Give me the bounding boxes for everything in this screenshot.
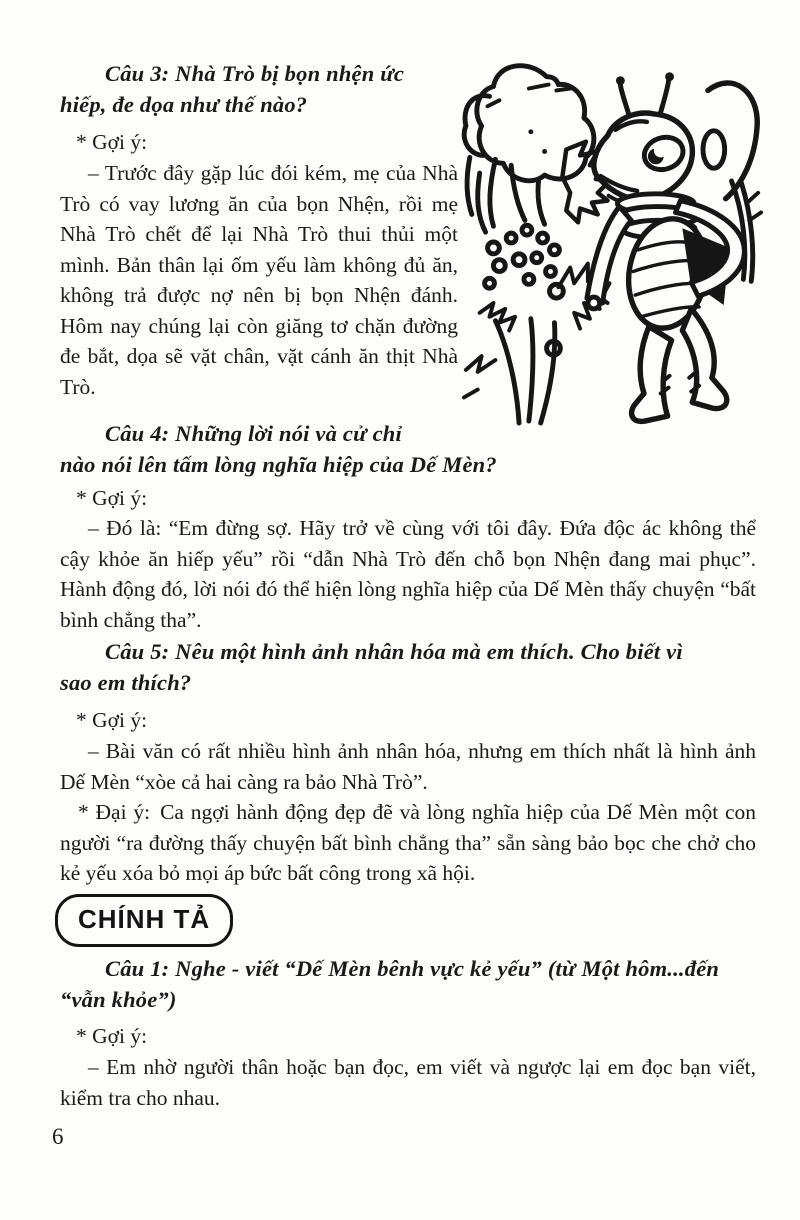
chinh-ta-question-1-hint-label: * Gợi ý: [76, 1024, 148, 1048]
summary-label: * Đại ý: [78, 800, 151, 824]
question-5-hint-label: * Gợi ý: [76, 708, 148, 732]
question-4-body: – Đó là: “Em đừng sợ. Hãy trở về cùng với tôi đây. Đứa độc ác không thể cậy khỏe ăn hiếp yếu” rồi “dẫn Nhà Trò đến chỗ bọn Nhện đang mai phục”. Hành động đó, lời nói đó thể hiện lòng nghĩa hiệp của Dế Mèn thấy chuyện “bất bình chẳng tha”. [60, 516, 756, 632]
question-4-heading-line1: Câu 4: Những lời nói và cử chỉ [105, 421, 402, 446]
section-label-chinh-ta: CHÍNH TẢ [55, 894, 233, 947]
page-number: 6 [52, 1124, 64, 1149]
question-5-body: – Bài văn có rất nhiều hình ảnh nhân hóa, nhưng em thích nhất là hình ảnh Dế Mèn “xòe cả hai càng ra bảo Nhà Trò”. [60, 739, 756, 794]
question-4-heading [60, 418, 680, 480]
question-5-heading [60, 636, 760, 698]
question-5-heading-line2: sao em thích? [60, 670, 192, 695]
question-5-heading-line1: Câu 5: Nêu một hình ảnh nhân hóa mà em thích. Cho biết vì [105, 639, 683, 664]
chinh-ta-question-1-heading-line2: “vẫn khỏe”) [60, 987, 177, 1012]
chinh-ta-question-1-body: – Em nhờ người thân hoặc bạn đọc, em viết và ngược lại em đọc bạn viết, kiểm tra cho nhau. [60, 1055, 756, 1110]
chinh-ta-question-1-heading [60, 953, 760, 1015]
question-3-heading-line2: hiếp, đe dọa như thế nào? [60, 92, 308, 117]
chinh-ta-question-1-heading-line1: Câu 1: Nghe - viết “Dế Mèn bênh vực kẻ yếu” (từ Một hôm...đến [105, 956, 720, 981]
question-3-body: – Trước đây gặp lúc đói kém, mẹ của Nhà Trò có vay lương ăn của bọn Nhện, rồi mẹ Nhà Trò chết để lại Nhà Trò thui thủi một mình. Bản thân lại ốm yếu làm không đủ ăn, không trả được nợ nên bị bọn Nhện đánh. Hôm nay chúng lại còn giăng tơ chặn đường đe bắt, dọa sẽ vặt chân, vặt cánh ăn thịt Nhà Trò. [60, 161, 458, 399]
question-4-heading-line2: nào nói lên tấm lòng nghĩa hiệp của Dế Mèn? [60, 452, 497, 477]
summary-text: Ca ngợi hành động đẹp đẽ và lòng nghĩa hiệp của Dế Mèn một con người “ra đường thấy chuyện bất bình chẳng tha” sẵn sàng bảo bọc che chở cho kẻ yếu xóa bỏ mọi áp bức bất công trong xã hội. [60, 800, 756, 885]
de-men-cricket-illustration-icon [460, 52, 765, 430]
question-3-heading [60, 58, 460, 120]
question-3-hint-label: * Gợi ý: [76, 130, 148, 154]
question-4-hint-label: * Gợi ý: [76, 486, 148, 510]
question-3-heading-line1: Câu 3: Nhà Trò bị bọn nhện ức [105, 61, 405, 86]
question-5-summary [60, 797, 756, 889]
